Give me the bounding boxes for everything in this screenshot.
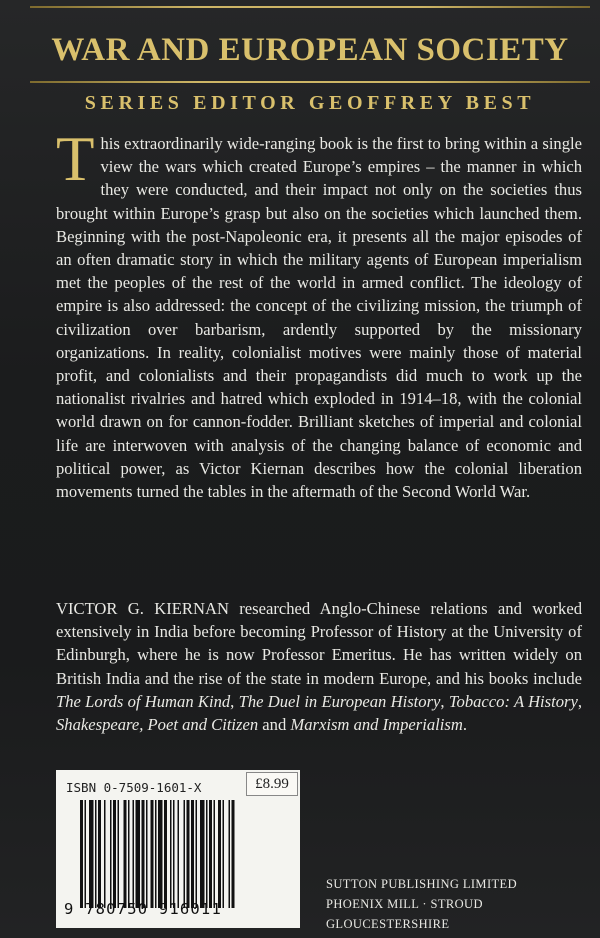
isbn-label: ISBN 0-7509-1601-X bbox=[66, 780, 202, 795]
top-gold-rule bbox=[30, 6, 590, 8]
book-title-3: Tobacco: A History bbox=[448, 691, 578, 711]
series-editor: SERIES EDITOR GEOFFREY BEST bbox=[84, 92, 536, 114]
author-bio bbox=[56, 597, 582, 736]
bio-separator: , bbox=[577, 691, 583, 711]
book-title-4: Shakespeare, Poet and Citizen bbox=[56, 715, 259, 735]
book-title-1: The Lords of Human Kind bbox=[56, 691, 231, 711]
publisher-county: GLOUCESTERSHIRE bbox=[326, 917, 450, 931]
drop-cap: T bbox=[56, 124, 95, 194]
price-sticker: £8.99 bbox=[246, 772, 298, 796]
book-blurb bbox=[56, 124, 582, 503]
barcode-icon bbox=[80, 800, 286, 908]
publisher-name: SUTTON PUBLISHING LIMITED bbox=[326, 877, 518, 891]
bio-end: . bbox=[462, 715, 467, 735]
title-gold-rule bbox=[30, 81, 590, 83]
barcode-panel bbox=[56, 770, 300, 928]
publisher-address: PHOENIX MILL · STROUD bbox=[326, 897, 483, 911]
bio-separator: , bbox=[440, 691, 449, 711]
barcode-digits: 9 780750 916011 bbox=[64, 900, 222, 918]
blurb-text: his extraordinarily wide-ranging book is the first to bring within a single view the wars which created Europe’s empires – the manner in which they were conducted, and their impact not only on the societies thus brought within Europe’s grasp but also on the societies which launched them. Beginning with the post-Napoleonic era, it presents all the major episodes of an often dramatic story in which the military agents of European imperialism met the peoples of the rest of the world in armed conflict. The ideology of empire is also addressed: the concept of the civilizing mission, the triumph of civilization over barbarism, ardently supported by the missionary organizations. In reality, colonialist motives were mainly those of material profit, and colonialists and their propagandists did much to work up the nationalist rivalries and hatred which exploded in 1914–18, with the colonial world drawn on for cannon-fodder. Brilliant sketches of imperial and colonial life are interwoven with analysis of the changing balance of economic and political power, as Victor Kiernan describes how the colonial liberation movements turned the tables in the aftermath of the Second World War. bbox=[56, 134, 582, 502]
book-title-2: The Duel in European History bbox=[238, 691, 441, 711]
publisher-imprint bbox=[326, 874, 586, 934]
bio-intro: VICTOR G. KIERNAN researched Anglo-Chinese relations and worked extensively in India before becoming Professor of History at the University of Edinburgh, where he is now Professor Emeritus. He has written widely on British India and the rise of the state in modern Europe, and his books include bbox=[56, 599, 582, 688]
bio-separator: , bbox=[230, 691, 239, 711]
book-title-5: Marxism and Imperialism bbox=[290, 715, 463, 735]
series-title: WAR AND EUROPEAN SOCIETY bbox=[51, 32, 569, 68]
bio-separator: and bbox=[258, 715, 291, 735]
